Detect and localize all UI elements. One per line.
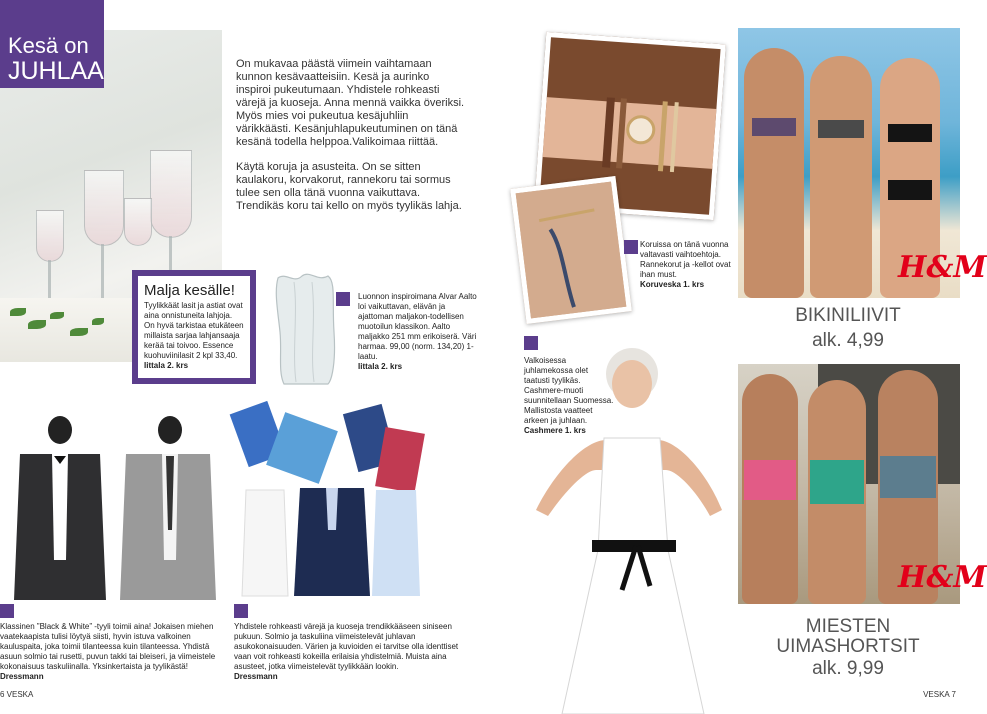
ties-text — [234, 622, 460, 682]
vase-text — [358, 292, 478, 372]
hm-logo: H&M — [898, 250, 987, 285]
men-label-line1: MIESTEN — [805, 616, 891, 637]
ties-shirts-image — [230, 400, 430, 600]
koru-text — [640, 240, 740, 290]
page-number-left: 6 VESKA — [0, 690, 34, 699]
bikini-photo — [738, 28, 987, 298]
ties-marker — [234, 604, 248, 618]
bikini-label: BIKINILIIVIT — [795, 305, 901, 326]
koru-marker — [624, 240, 638, 254]
intro-text — [236, 58, 466, 225]
men-label-line2: UIMASHORTSIT — [776, 636, 920, 657]
malja-text — [144, 301, 244, 371]
woman-body: Valkoisessa juhlamekossa olet taatusti tyylikäs. Cashmere-muoti suunnitellaan Suomessa. Mallistosta vaatteet arkeen ja juhlaan. — [524, 356, 614, 425]
section-header — [0, 0, 104, 88]
suits-brand: Dressmann — [0, 672, 44, 681]
intro-paragraph-1: On mukavaa päästä viimein vaihtamaan kunnon kesävaatteisiin. Kesä ja aurinko inspiroi pukeutumaan. Yhdistele rohkeasti värejä ja kuoseja. Anna mennä vaikka överiksi. Myös mies voi pukeutua kesäjuhliin värikkäästi. Kesänjuhlapukeutuminen on tänä kesänä todella helppoa.Valikoimaa riittää. — [236, 58, 465, 148]
vase-body: Luonnon inspiroimana Alvar Aalto loi vaikuttavan, elävän ja ajattoman maljakon-todellisen muotoilun klassikon. Aalto maljakko 251 mm erikoiserä. Väri harmaa. 99,00 (norm. 134,20) 1-laatu. — [358, 292, 477, 361]
malja-title: Malja kesälle! — [144, 282, 235, 299]
bikini-price: alk. 4,99 — [812, 330, 884, 351]
malja-brand: Iittala 2. krs — [144, 361, 189, 370]
vase-brand: Iittala 2. krs — [358, 362, 403, 371]
woman-brand: Cashmere 1. krs — [524, 426, 586, 435]
aalto-vase-image — [272, 272, 342, 390]
malja-box — [132, 270, 256, 384]
koru-body: Koruissa on tänä vuonna valtavasti vaihtoehtoja. Rannekorut ja -kellot ovat ihan must. — [640, 240, 731, 279]
suits-body: Klassinen ”Black & White” -tyyli toimii aina! Jokaisen miehen vaatekaapista tulisi löytyä siisti, hyvin istuva valkoinen kauluspaita, joka toimii tilanteessa kuin tilanteessa. Yhdistä asuun solmio tai rusetti, puvun takki tai bleiseri, ja viimeistele kokonaisuus taskuliinalla. Yksinkertaista ja tyylikästä! — [0, 622, 216, 671]
page-number-right: VESKA 7 — [923, 690, 956, 699]
koru-brand: Koruveska 1. krs — [640, 280, 705, 289]
hm-logo-men: H&M — [898, 560, 987, 595]
header-line2: JUHLAA — [8, 57, 104, 85]
woman-marker — [524, 336, 538, 350]
woman-text — [524, 356, 616, 436]
header-line1: Kesä on — [8, 33, 89, 58]
vase-marker — [336, 292, 350, 306]
malja-body: Tyylikkäät lasit ja astiat ovat aina onnistuneita lahjoja. On hyvä tarkistaa etukäteen millaista sarjaa lahjansaaja kerää tai toivoo. Essence kuohuviinilasit 2 kpl 33,40. — [144, 301, 244, 360]
suits-image — [0, 410, 220, 610]
ties-body: Yhdistele rohkeasti värejä ja kuoseja trendikkääseen siniseen pukuun. Solmio ja taskuliina viimeistelevät juhlavan asukokonaisuuden. Värien ja kuvioiden ei tarvitse olla identtiset vaan voit rohkeasti kokeilla erilaisia yhdistelmiä. Muista aina asusteet, jotka viimeistelevät tyylikkään lookin. — [234, 622, 459, 671]
suits-marker — [0, 604, 14, 618]
intro-paragraph-2: Käytä koruja ja asusteita. On se sitten kaulakoru, korvakorut, rannekoru tai sormus tulee sen olla tänä vuonna vaikuttava. Trendikäs koru tai kello on myös tyylikäs lahja. — [236, 161, 462, 212]
ties-brand: Dressmann — [234, 672, 278, 681]
swim-shorts-photo — [738, 364, 987, 604]
men-price: alk. 9,99 — [812, 658, 884, 679]
suits-text — [0, 622, 226, 682]
tattoo-bracelet-photo — [510, 176, 632, 324]
